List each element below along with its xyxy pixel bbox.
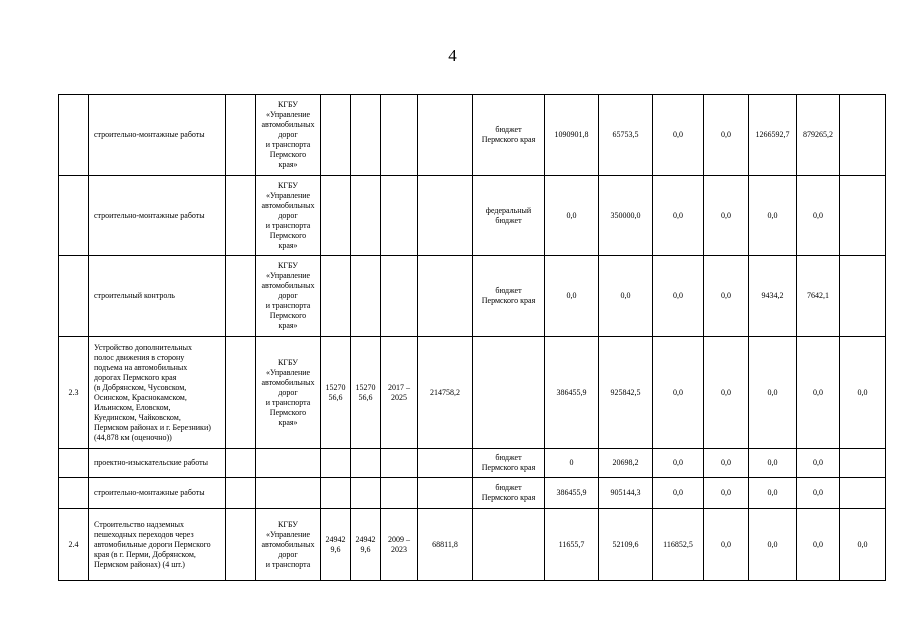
value-6: 0,0 — [797, 478, 840, 509]
executor: КГБУ «Управление автомобильных дорог и транспорта — [256, 509, 321, 581]
contract-cost — [351, 478, 381, 509]
executor: КГБУ «Управление автомобильных дорог и транспорта Пермского края» — [256, 176, 321, 256]
value-2: 0,0 — [599, 256, 653, 337]
executor: КГБУ «Управление автомобильных дорог и транспорта Пермского края» — [256, 95, 321, 176]
estimated-cost — [321, 449, 351, 478]
value-6: 0,0 — [797, 176, 840, 256]
value-7 — [840, 449, 886, 478]
total-value — [418, 256, 473, 337]
table-row — [59, 449, 886, 478]
value-3: 0,0 — [653, 256, 704, 337]
value-5: 0,0 — [749, 176, 797, 256]
executor — [256, 449, 321, 478]
value-4: 0,0 — [704, 256, 749, 337]
table-row — [59, 509, 886, 581]
value-5: 0,0 — [749, 478, 797, 509]
value-6: 0,0 — [797, 337, 840, 449]
table-row — [59, 176, 886, 256]
work-name: строительно-монтажные работы — [89, 176, 226, 256]
value-4: 0,0 — [704, 449, 749, 478]
total-value — [418, 478, 473, 509]
total-value — [418, 449, 473, 478]
work-name: проектно-изыскательские работы — [89, 449, 226, 478]
total-value — [418, 176, 473, 256]
contract-cost — [351, 449, 381, 478]
value-3: 0,0 — [653, 95, 704, 176]
value-6: 0,0 — [797, 449, 840, 478]
value-2: 65753,5 — [599, 95, 653, 176]
value-7 — [840, 95, 886, 176]
spacer-cell — [226, 256, 256, 337]
spacer-cell — [226, 509, 256, 581]
table-row — [59, 337, 886, 449]
row-number: 2.3 — [59, 337, 89, 449]
value-1: 386455,9 — [545, 478, 599, 509]
work-name: Устройство дополнительных полос движения в сторону подъема на автомобильных дорогах Пермского края (в Добрянском, Чусовском, Осинском, Краснокамском, Ильинском, Еловском, Куединском, Чайковском, Пермском районах и г. Березники) (44,878 км (оценочно)) — [89, 337, 226, 449]
executor: КГБУ «Управление автомобильных дорог и транспорта Пермского края» — [256, 337, 321, 449]
value-2: 350000,0 — [599, 176, 653, 256]
value-1: 1090901,8 — [545, 95, 599, 176]
value-6: 0,0 — [797, 509, 840, 581]
value-4: 0,0 — [704, 176, 749, 256]
spacer-cell — [226, 449, 256, 478]
contract-cost — [351, 176, 381, 256]
work-name: строительный контроль — [89, 256, 226, 337]
value-4: 0,0 — [704, 509, 749, 581]
funding-source: бюджет Пермского края — [473, 449, 545, 478]
spacer-cell — [226, 176, 256, 256]
funding-source: бюджет Пермского края — [473, 95, 545, 176]
value-3: 0,0 — [653, 176, 704, 256]
table-row — [59, 478, 886, 509]
spacer-cell — [226, 337, 256, 449]
contract-cost — [351, 256, 381, 337]
value-2: 925842,5 — [599, 337, 653, 449]
total-value: 214758,2 — [418, 337, 473, 449]
value-7 — [840, 256, 886, 337]
estimated-cost — [321, 176, 351, 256]
work-name: строительно-монтажные работы — [89, 95, 226, 176]
spacer-cell — [226, 95, 256, 176]
row-number — [59, 95, 89, 176]
estimated-cost — [321, 478, 351, 509]
value-7 — [840, 176, 886, 256]
funding-source: федеральный бюджет — [473, 176, 545, 256]
value-1: 0,0 — [545, 176, 599, 256]
spacer-cell — [226, 478, 256, 509]
estimated-cost — [321, 256, 351, 337]
contract-cost — [351, 95, 381, 176]
period — [381, 449, 418, 478]
period — [381, 256, 418, 337]
value-3: 0,0 — [653, 449, 704, 478]
table-row — [59, 95, 886, 176]
row-number — [59, 256, 89, 337]
value-6: 879265,2 — [797, 95, 840, 176]
estimated-cost: 24942 9,6 — [321, 509, 351, 581]
funding-source — [473, 509, 545, 581]
value-1: 0 — [545, 449, 599, 478]
row-number — [59, 449, 89, 478]
total-value — [418, 95, 473, 176]
value-6: 7642,1 — [797, 256, 840, 337]
value-5: 0,0 — [749, 509, 797, 581]
executor: КГБУ «Управление автомобильных дорог и транспорта Пермского края» — [256, 256, 321, 337]
table-row — [59, 256, 886, 337]
total-value: 68811,8 — [418, 509, 473, 581]
period: 2009 – 2023 — [381, 509, 418, 581]
row-number — [59, 478, 89, 509]
value-2: 20698,2 — [599, 449, 653, 478]
work-name: Строительство надземных пешеходных переходов через автомобильные дороги Пермского края (в г. Перми, Добрянском, Пермском районах) (4 шт.) — [89, 509, 226, 581]
page-number: 4 — [448, 46, 457, 65]
value-7 — [840, 478, 886, 509]
value-5: 0,0 — [749, 337, 797, 449]
value-3: 0,0 — [653, 478, 704, 509]
funding-source: бюджет Пермского края — [473, 256, 545, 337]
contract-cost: 24942 9,6 — [351, 509, 381, 581]
contract-cost: 15270 56,6 — [351, 337, 381, 449]
value-2: 52109,6 — [599, 509, 653, 581]
value-7: 0,0 — [840, 509, 886, 581]
value-3: 116852,5 — [653, 509, 704, 581]
value-5: 1266592,7 — [749, 95, 797, 176]
funding-source: бюджет Пермского края — [473, 478, 545, 509]
period — [381, 176, 418, 256]
value-7: 0,0 — [840, 337, 886, 449]
budget-table — [58, 94, 886, 581]
value-2: 905144,3 — [599, 478, 653, 509]
estimated-cost: 15270 56,6 — [321, 337, 351, 449]
executor — [256, 478, 321, 509]
value-5: 9434,2 — [749, 256, 797, 337]
funding-source — [473, 337, 545, 449]
value-1: 386455,9 — [545, 337, 599, 449]
value-4: 0,0 — [704, 337, 749, 449]
value-1: 0,0 — [545, 256, 599, 337]
row-number: 2.4 — [59, 509, 89, 581]
value-4: 0,0 — [704, 95, 749, 176]
period — [381, 95, 418, 176]
value-4: 0,0 — [704, 478, 749, 509]
value-3: 0,0 — [653, 337, 704, 449]
value-5: 0,0 — [749, 449, 797, 478]
row-number — [59, 176, 89, 256]
work-name: строительно-монтажные работы — [89, 478, 226, 509]
estimated-cost — [321, 95, 351, 176]
period — [381, 478, 418, 509]
period: 2017 – 2025 — [381, 337, 418, 449]
value-1: 11655,7 — [545, 509, 599, 581]
